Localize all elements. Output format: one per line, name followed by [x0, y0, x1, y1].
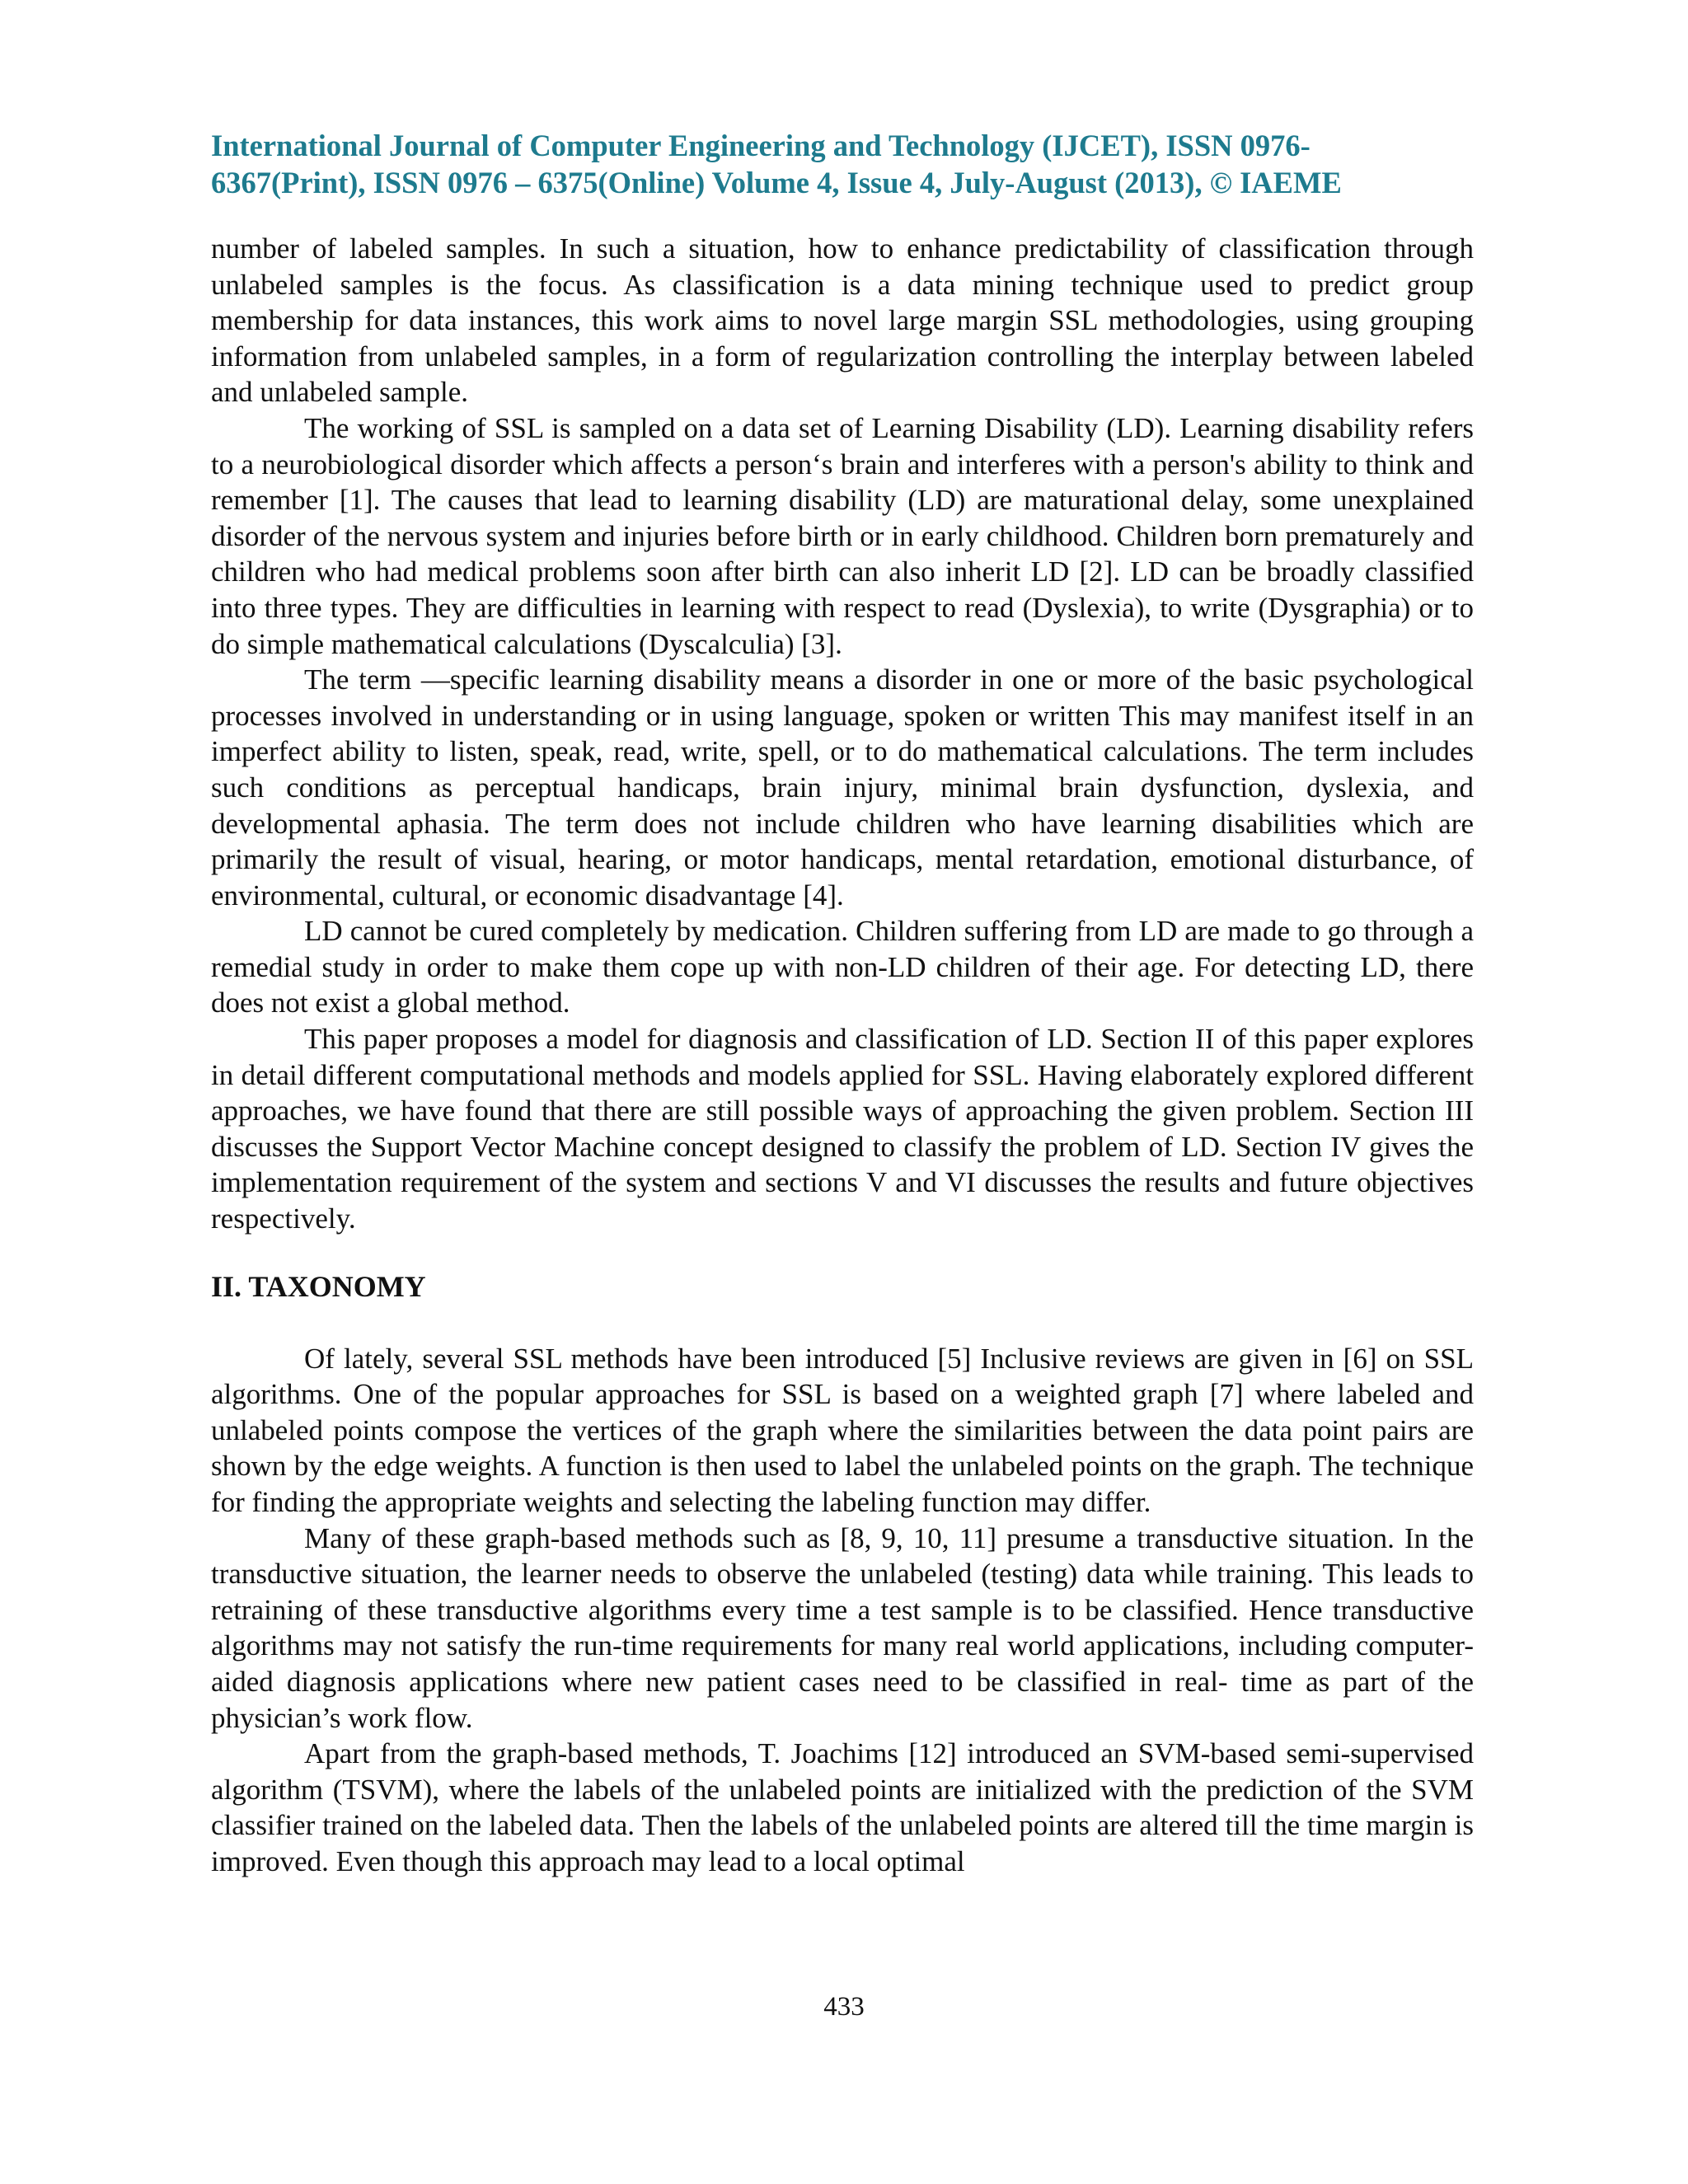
article-body: [211, 231, 1474, 1880]
journal-header-line-2: 6367(Print), ISSN 0976 – 6375(Online) Volume 4, Issue 4, July-August (2013), © IAEME: [211, 166, 1342, 199]
paragraph-paper-outline: This paper proposes a model for diagnosis and classification of LD. Section II of this paper explores in detail different computational methods and models applied for SSL. Having elaborately explored different approaches, we have found that there are still possible ways of approaching the given problem. Section III discusses the Support Vector Machine concept designed to classify the problem of LD. Section IV gives the implementation requirement of the system and sections V and VI discusses the results and future objectives respectively.: [211, 1023, 1474, 1235]
page-number: 433: [823, 1992, 865, 2022]
paragraph-tsvm: Apart from the graph-based methods, T. Joachims [12] introduced an SVM-based semi-supervised algorithm (TSVM), where the labels of the unlabeled points are initialized with the prediction of the SVM classifier trained on the labeled data. Then the labels of the unlabeled points are altered till the time margin is improved. Even though this approach may lead to a local optimal: [211, 1737, 1474, 1877]
paragraph-ld-treatment: LD cannot be cured completely by medication. Children suffering from LD are made to go through a remedial study in order to make them cope up with non-LD children of their age. For detecting LD, there does not exist a global method.: [211, 915, 1474, 1019]
paragraph-ssl-methods: Of lately, several SSL methods have been introduced [5] Inclusive reviews are given in [6] on SSL algorithms. One of the popular approaches for SSL is based on a weighted graph [7] where labeled and unlabeled points compose the vertices of the graph where the similarities between the data point pairs are shown by the edge weights. A function is then used to label the unlabeled points on the graph. The technique for finding the appropriate weights and selecting the labeling function may differ.: [211, 1342, 1474, 1518]
paragraph-intro-continuation: number of labeled samples. In such a situation, how to enhance predictability of classification through unlabeled samples is the focus. As classification is a data mining technique used to predict group membership for data instances, this work aims to novel large margin SSL methodologies, using grouping information from unlabeled samples, in a form of regularization controlling the interplay between labeled and unlabeled sample.: [211, 232, 1474, 409]
paragraph-ssl-learning-disability: The working of SSL is sampled on a data set of Learning Disability (LD). Learning disability refers to a neurobiological disorder which affects a person‘s brain and interferes with a person's ability to think and remember [1]. The causes that lead to learning disability (LD) are maturational delay, some unexplained disorder of the nervous system and injuries before birth or in early childhood. Children born prematurely and children who had medical problems soon after birth can also inherit LD [2]. LD can be broadly classified into three types. They are difficulties in learning with respect to read (Dyslexia), to write (Dysgraphia) or to do simple mathematical calculations (Dyscalculia) [3].: [211, 411, 1474, 660]
journal-header-line-1: International Journal of Computer Engineering and Technology (IJCET), ISSN 0976-: [211, 129, 1311, 162]
section-heading-taxonomy: II. TAXONOMY: [211, 1269, 426, 1303]
paragraph-graph-based-methods: Many of these graph-based methods such as [8, 9, 10, 11] presume a transductive situation. In the transductive situation, the learner needs to observe the unlabeled (testing) data while training. This leads to retraining of these transductive algorithms every time a test sample is to be classified. Hence transductive algorithms may not satisfy the run-time requirements for many real world applications, including computer-aided diagnosis applications where new patient cases need to be classified in real- time as part of the physician’s work flow.: [211, 1521, 1474, 1734]
journal-header: [211, 127, 1477, 201]
paragraph-specific-learning-disability: The term ―specific learning disability means a disorder in one or more of the basic psychological processes involved in understanding or in using language, spoken or written This may manifest itself in an imperfect ability to listen, speak, read, write, spell, or to do mathematical calculations. The term includes such conditions as perceptual handicaps, brain injury, minimal brain dysfunction, dyslexia, and developmental aphasia. The term does not include children who have learning disabilities which are primarily the result of visual, hearing, or motor handicaps, mental retardation, emotional disturbance, of environmental, cultural, or economic disadvantage [4].: [211, 663, 1474, 912]
